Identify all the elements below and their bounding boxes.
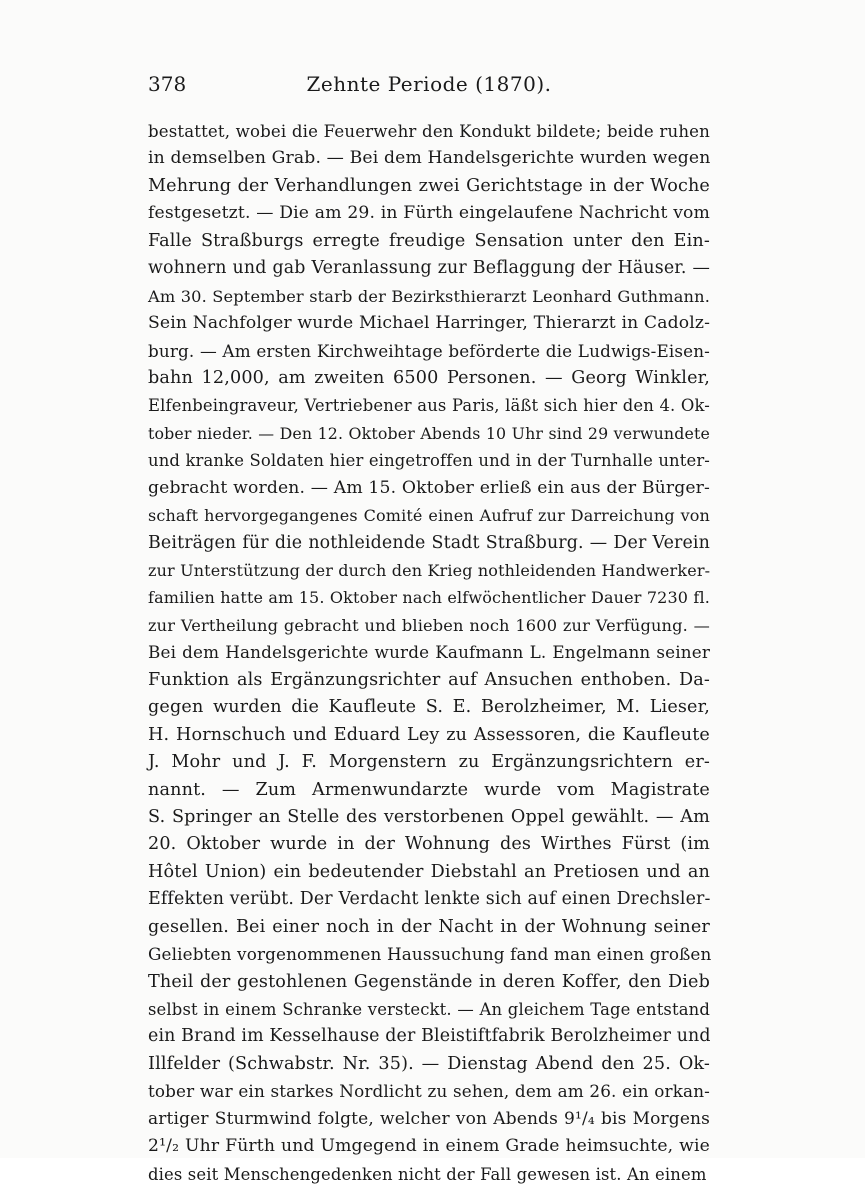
text-line: Illfelder (Schwabstr. Nr. 35). — Dienstag Abend den 25. Ok- — [148, 1053, 710, 1074]
text-line: zur Unterstützung der durch den Krieg nothleidenden Handwerker- — [148, 561, 711, 580]
text-line: H. Hornschuch und Eduard Ley zu Assessoren, die Kaufleute — [148, 724, 710, 745]
text-line: familien hatte am 15. Oktober nach elfwöchentlicher Dauer 7230 fl. — [148, 588, 710, 608]
text-line: selbst in einem Schranke versteckt. — An gleichem Tage entstand — [148, 1000, 710, 1019]
text-line: Beiträgen für die nothleidende Stadt Straßburg. — Der Verein — [148, 532, 710, 553]
text-line: tober nieder. — Den 12. Oktober Abends 10 Uhr sind 29 verwundete — [148, 423, 710, 443]
text-line: bestattet, wobei die Feuerwehr den Kondukt bildete; beide ruhen — [148, 122, 710, 141]
text-line: Bei dem Handelsgerichte wurde Kaufmann L. Engelmann seiner — [148, 642, 710, 663]
text-line: 20. Oktober wurde in der Wohnung des Wirthes Fürst (im — [148, 834, 710, 855]
text-line: in demselben Grab. — Bei dem Handelsgerichte wurden wegen — [148, 148, 711, 169]
text-line: nannt. — Zum Armenwundarzte wurde vom Magistrate — [148, 779, 710, 800]
page-number: 378 — [148, 72, 187, 96]
running-title: Zehnte Periode (1870). — [306, 72, 552, 96]
text-line: gegen wurden die Kaufleute S. E. Berolzheimer, M. Lieser, — [148, 697, 710, 718]
text-line: ein Brand im Kesselhause der Bleistiftfabrik Berolzheimer und — [148, 1026, 711, 1047]
text-line: Falle Straßburgs erregte freudige Sensation unter den Ein- — [148, 230, 710, 251]
text-line: zur Vertheilung gebracht und blieben noch 1600 zur Verfügung. — — [148, 615, 710, 635]
text-line: Hôtel Union) ein bedeutender Diebstahl an Pretiosen und an — [148, 861, 710, 882]
text-line: Sein Nachfolger wurde Michael Harringer, Thierarzt in Cadolz- — [148, 313, 711, 334]
text-line: Effekten verübt. Der Verdacht lenkte sich auf einen Drechsler- — [148, 889, 711, 910]
text-line: schaft hervorgegangenes Comité einen Aufruf zur Darreichung von — [148, 506, 710, 526]
text-line: tober war ein starkes Nordlicht zu sehen, dem am 26. ein orkan- — [148, 1081, 710, 1102]
text-line: 2¹/₂ Uhr Fürth und Umgegend in einem Grade heimsuchte, wie — [148, 1136, 710, 1157]
running-head — [148, 72, 710, 102]
text-line: Funktion als Ergänzungsrichter auf Ansuchen enthoben. Da- — [148, 669, 710, 690]
body-text — [148, 118, 710, 1188]
text-line: wohnern und gab Veranlassung zur Beflaggung der Häuser. — — [148, 258, 710, 279]
text-line: Am 30. September starb der Bezirksthierarzt Leonhard Guthmann. — [148, 286, 710, 306]
text-line: festgesetzt. — Die am 29. in Fürth eingelaufene Nachricht vom — [148, 203, 710, 224]
text-line: gebracht worden. — Am 15. Oktober erließ ein aus der Bürger- — [148, 477, 710, 498]
text-line: bahn 12,000, am zweiten 6500 Personen. — Georg Winkler, — [148, 367, 710, 388]
text-line: Mehrung der Verhandlungen zwei Gerichtstage in der Woche — [148, 175, 710, 196]
text-line: Theil der gestohlenen Gegenstände in deren Koffer, den Dieb — [148, 971, 710, 992]
text-line: dies seit Menschengedenken nicht der Fall gewesen ist. An einem — [148, 1164, 707, 1184]
text-line: Elfenbeingraveur, Vertriebener aus Paris, läßt sich hier den 4. Ok- — [148, 396, 710, 416]
text-line: J. Mohr und J. F. Morgenstern zu Ergänzungsrichtern er- — [148, 752, 710, 773]
text-line: S. Springer an Stelle des verstorbenen Oppel gewählt. — Am — [148, 806, 710, 827]
text-line: gesellen. Bei einer noch in der Nacht in der Wohnung seiner — [148, 916, 710, 937]
text-line: Geliebten vorgenommenen Haussuchung fand man einen großen — [148, 944, 712, 965]
text-line: und kranke Soldaten hier eingetroffen und in der Turnhalle unter- — [148, 451, 710, 471]
text-line: artiger Sturmwind folgte, welcher von Abends 9¹/₄ bis Morgens — [148, 1108, 710, 1129]
text-line: burg. — Am ersten Kirchweihtage beförderte die Ludwigs-Eisen- — [148, 340, 710, 361]
